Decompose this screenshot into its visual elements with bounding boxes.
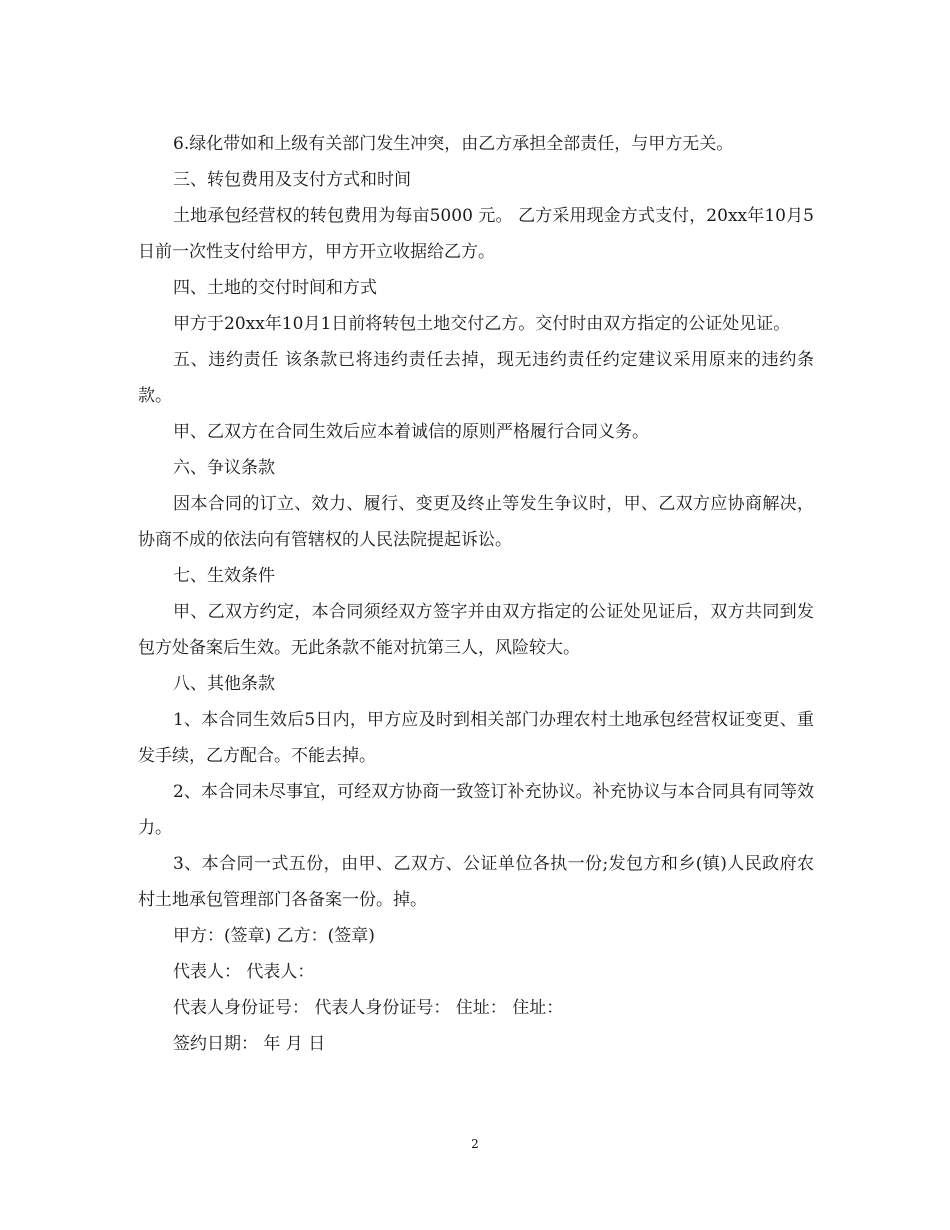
section-heading-fees: 三、转包费用及支付方式和时间 [173,170,411,190]
paragraph-other-term-3: 3、本合同一式五份，由甲、乙双方、公证单位各执一份;发包方和乡(镇)人民政府农村土地承包管理部门各备案一份。掉。 [138,854,814,910]
signature-id-address-line: 代表人身份证号： 代表人身份证号： 住址： 住址： [173,998,564,1018]
signature-representatives-line: 代表人： 代表人： [173,962,315,982]
document-body [138,126,814,1062]
page-number: 2 [471,1137,479,1151]
section-heading-disputes: 六、争议条款 [173,458,275,478]
paragraph-delivery: 甲方于20xx年10月1日前将转包土地交付乙方。交付时由双方指定的公证处见证。 [173,314,791,334]
paragraph-breach-liability: 五、违约责任 该条款已将违约责任去掉，现无违约责任约定建议采用原来的违约条款。 [138,350,814,406]
paragraph-disputes: 因本合同的订立、效力、履行、变更及终止等发生争议时，甲、乙双方应协商解决，协商不成的依法向有管辖权的人民法院提起诉讼。 [138,494,814,550]
paragraph-other-term-2: 2、本合同未尽事宜，可经双方协商一致签订补充协议。补充协议与本合同具有同等效力。 [138,782,814,838]
paragraph-other-term-1: 1、本合同生效后5日内，甲方应及时到相关部门办理农村土地承包经营权证变更、重发手续，乙方配合。不能去掉。 [138,710,814,766]
paragraph-fee-payment: 土地承包经营权的转包费用为每亩5000 元。 乙方采用现金方式支付，20xx年10月5日前一次性支付给甲方，甲方开立收据给乙方。 [138,206,814,262]
signature-parties-line: 甲方：(签章) 乙方：(签章) [173,926,375,946]
section-heading-other-terms: 八、其他条款 [173,674,275,694]
signature-date-line: 签约日期： 年 月 日 [173,1034,326,1054]
section-heading-delivery: 四、土地的交付时间和方式 [173,278,377,298]
section-heading-effectiveness: 七、生效条件 [173,566,275,586]
paragraph-good-faith: 甲、乙双方在合同生效后应本着诚信的原则严格履行合同义务。 [173,422,649,442]
paragraph-effectiveness: 甲、乙双方约定，本合同须经双方签字并由双方指定的公证处见证后，双方共同到发包方处备案后生效。无此条款不能对抗第三人，风险较大。 [138,602,814,658]
paragraph-greenbelt-liability: 6.绿化带如和上级有关部门发生冲突，由乙方承担全部责任，与甲方无关。 [173,134,734,154]
